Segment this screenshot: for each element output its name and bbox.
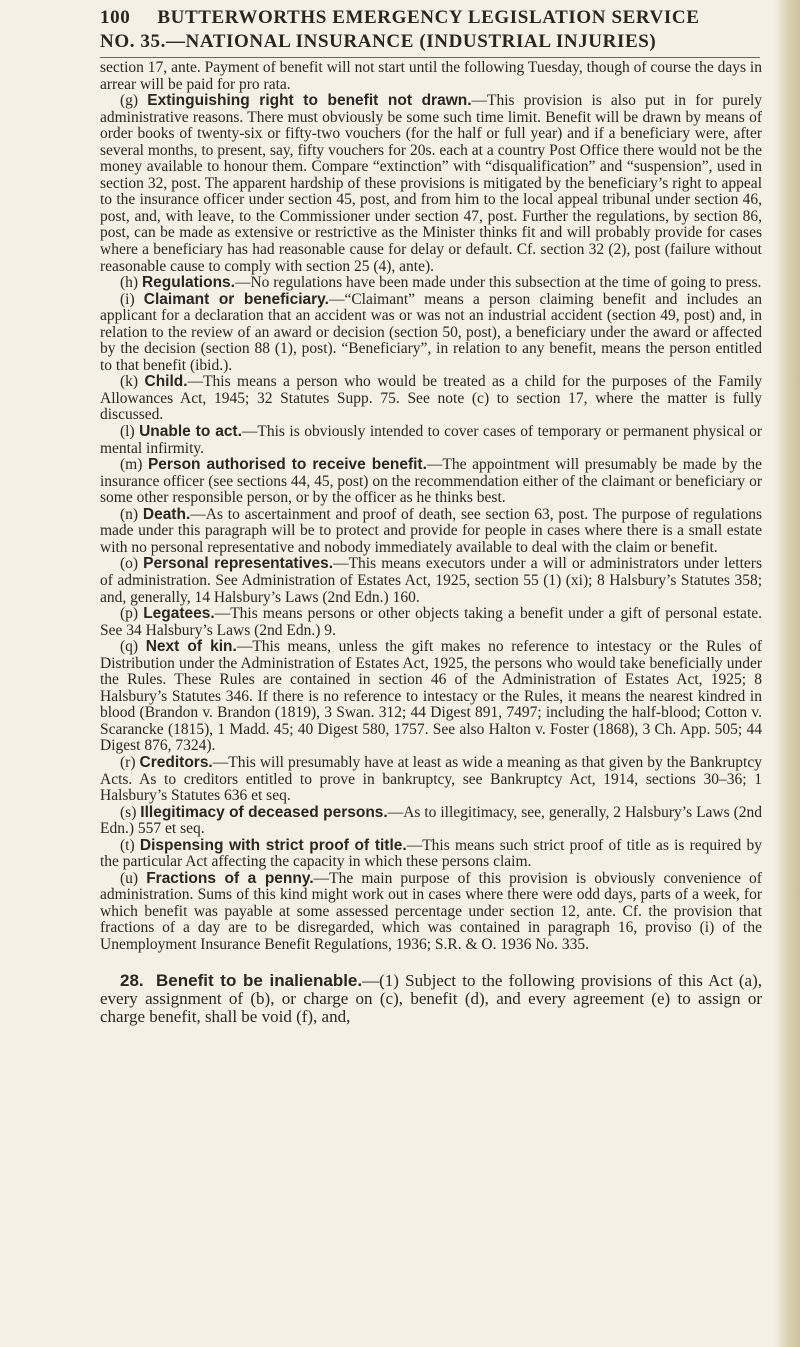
note-heading: Personal representatives.: [143, 555, 334, 573]
note-text: —As to illegitimacy, see, generally, 2 Halsbury’s Laws (2nd Edn.) 557 et seq.: [100, 803, 762, 838]
note-n: [100, 507, 762, 557]
note-text: —This will presumably have at least as wide a meaning as that given by the Bankruptcy Acts. As to creditors entitled to prove in bankruptcy, see Bankruptcy Act, 1914, sections 30–36; 1 Halsbury’s Statutes 636 et seq.: [100, 753, 762, 805]
note-label: (l): [120, 423, 135, 441]
note-m: [100, 457, 762, 507]
note-heading: Claimant or beneficiary.: [143, 290, 329, 308]
note-heading: Illegitimacy of deceased persons.: [140, 803, 388, 821]
note-label: (i): [120, 290, 135, 308]
note-heading: Child.: [144, 373, 188, 391]
note-text: —This provision is also put in for purely administrative reasons. There must obviously be some such time limit. Benefit will be drawn by means of order books of twenty-six or fifty-two vouchers (for the half or full year) and if a beneficiary were, after several months, to present, say, fifty vouchers for 20s. each at a country Post Office there would not be the money available to honour them. Compare “extinction” with “disqualification” and “suspension”, used in section 32, post. The apparent hardship of these provisions is mitigated by the beneficiary’s right to appeal to the insurance officer under section 45, post, and from him to the local appeal tribunal under section 46, post, and, with leave, to the Commissioner under section 47, post. Further the regulations, by section 86, post, can be made as extensive or restrictive as the Minister thinks fit and will probably provide for cases where a beneficiary has had reasonable cause for delay or default. Cf. section 32 (2), post (failure without reasonable cause to comply with section 25 (4), ante).: [100, 92, 763, 275]
note-label: (t): [120, 836, 135, 854]
paragraph-continuation: section 17, ante. Payment of benefit will not start until the following Tuesday, though of course the days in arrear will be paid for pro rata.: [100, 59, 762, 93]
note-text: —The main purpose of this provision is obviously convenience of administration. Sums of this kind might work out in cases where there were odd days, parts of a week, for which benefit was payable at some assessed percentage under section 12, ante. Cf. the provision that fractions of a day are to be disregarded, which was contained in paragraph 16, proviso (i) of the Unemployment Insurance Benefit Regulations, 1936; S.R. & O. 1936 No. 335.: [100, 869, 762, 953]
note-label: (s): [120, 803, 137, 821]
note-g: [100, 93, 762, 275]
note-text: —This means, unless the gift makes no reference to intestacy or the Rules of Distribution under the Administration of Estates Act, 1925, the persons who would take beneficially under the Rules. These Rules are contained in section 46 of the Administration of Estates Act, 1925; 8 Halsbury’s Statutes 346. If there is no reference to intestacy or the Rules, it means the nearest kindred in blood (Brandon v. Brandon (1819), 3 Swan. 312; 44 Digest 891, 7497; including the half-blood; Cotton v. Scarancke (1815), 1 Madd. 45; 40 Digest 580, 1757. See also Halton v. Foster (1868), 3 Ch. App. 505; 44 Digest 876, 7324).: [100, 638, 763, 755]
note-text: —This is obviously intended to cover cases of temporary or permanent physical or mental infirmity.: [100, 423, 762, 457]
note-text: —This means executors under a will or administrators under letters of administration. See Administration of Estates Act, 1925, section 55 (1) (xi); 8 Halsbury’s Statutes 358; and, generally, 14 Halsbury’s Laws (2nd Edn.) 160.: [100, 555, 762, 606]
section-28: [100, 972, 762, 1026]
note-label: (q): [120, 638, 139, 656]
note-l: [100, 424, 762, 457]
section-heading: Benefit to be inalienable.: [156, 970, 363, 990]
note-o: [100, 556, 762, 606]
note-label: (o): [120, 555, 139, 573]
page-body: [100, 60, 762, 1026]
note-label: (h): [120, 274, 139, 292]
note-p: [100, 606, 762, 639]
note-text: —This means persons or other objects taking a benefit under a gift of personal estate. See 34 Halsbury’s Laws (2nd Edn.) 9.: [100, 605, 762, 639]
note-heading: Fractions of a penny.: [146, 869, 314, 887]
note-heading: Next of kin.: [145, 638, 237, 656]
note-text: —As to ascertainment and proof of death, see section 63, post. The purpose of regulations made under this paragraph will be to protect and provide for people in cases where there is a small estate with no personal representative and nobody immediately available to deal with the claim or benefit.: [100, 505, 762, 556]
note-label: (r): [120, 753, 136, 771]
note-text: —“Claimant” means a person claiming benefit and includes an applicant for a declaration that an accident was or was not an industrial accident (section 49, post) and, in relation to the review of an award or decision (section 50, post), a beneficiary under the award or affected by the decision (section 88 (1), post). “Beneficiary”, in relation to any benefit, means the person entitled to that benefit (ibid.).: [100, 290, 762, 374]
note-s: [100, 805, 762, 838]
note-k: [100, 374, 762, 424]
page-edge-shadow: [774, 0, 800, 1347]
note-label: (g): [120, 92, 139, 110]
note-label: (k): [120, 373, 139, 391]
note-label: (m): [120, 456, 143, 474]
chapter-title: NO. 35.—NATIONAL INSURANCE (INDUSTRIAL INJURIES): [100, 31, 657, 52]
note-heading: Unable to act.: [139, 423, 242, 441]
note-text: —This means a person who would be treated as a child for the purposes of the Family Allowances Act, 1945; 32 Statutes Supp. 75. See note (c) to section 17, where the matter is fully discussed.: [100, 373, 762, 424]
note-t: [100, 838, 762, 871]
note-heading: Regulations.: [141, 274, 235, 292]
running-header: [100, 6, 760, 54]
section-number: 28.: [120, 970, 144, 990]
section-text: —(1) Subject to the following provisions of this Act (a), every assignment of (b), or charge on (c), benefit (d), and every agreement (e) to assign or charge benefit, shall be void (f), and,: [100, 970, 763, 1026]
note-heading: Extinguishing right to benefit not drawn.: [147, 92, 472, 110]
note-label: (n): [120, 505, 139, 523]
page-number: 100: [100, 7, 131, 28]
note-heading: Person authorised to receive benefit.: [147, 456, 427, 474]
note-r: [100, 755, 762, 805]
note-heading: Death.: [142, 505, 191, 523]
note-q: [100, 639, 762, 755]
header-line-1: [100, 6, 760, 30]
publication-title: BUTTERWORTHS EMERGENCY LEGISLATION SERVICE: [157, 7, 700, 28]
note-text: —The appointment will presumably be made by the insurance officer (see sections 44, 45, post) on the recommendation either of the claimant or beneficiary or some other responsible person, or by the officer as he thinks best.: [100, 456, 762, 507]
header-rule: [100, 57, 760, 58]
note-u: [100, 871, 762, 954]
note-heading: Creditors.: [139, 753, 213, 771]
note-text: —This means such strict proof of title as is required by the particular Act affecting the capacity in which these persons claim.: [100, 836, 763, 871]
note-label: (p): [120, 605, 139, 623]
note-h: [100, 275, 762, 292]
note-heading: Dispensing with strict proof of title.: [139, 836, 407, 854]
note-heading: Legatees.: [143, 605, 215, 623]
note-i: [100, 292, 762, 375]
note-text: —No regulations have been made under this subsection at the time of going to press.: [234, 274, 762, 292]
note-label: (u): [120, 869, 139, 887]
